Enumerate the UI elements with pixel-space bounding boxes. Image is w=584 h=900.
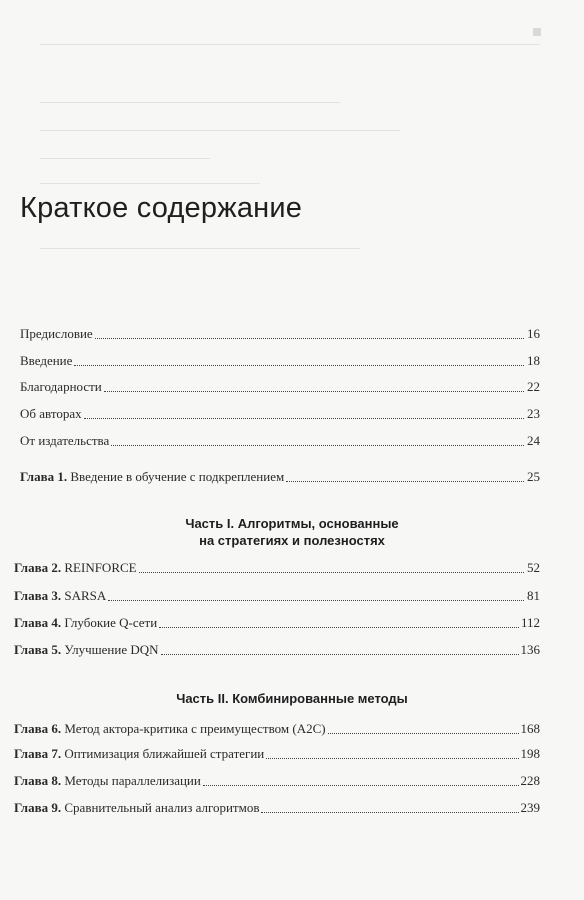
- toc-entry-label: [14, 773, 201, 789]
- toc-entry-label: [14, 746, 264, 762]
- bleed-through-rule: [40, 102, 340, 103]
- bleed-through-rule: [40, 183, 260, 184]
- toc-entry-chapter-9[interactable]: [14, 796, 540, 816]
- toc-entry-about-authors[interactable]: [20, 402, 540, 422]
- dot-leader: [261, 811, 518, 813]
- part-1-heading: [0, 515, 584, 549]
- dot-leader: [104, 390, 524, 392]
- chapter-number: Глава 8.: [14, 773, 62, 788]
- part-2-heading: Часть II. Комбинированные методы: [176, 691, 408, 706]
- bleed-through-mark: [533, 28, 541, 36]
- chapter-title: Оптимизация ближайшей стратегии: [64, 746, 265, 761]
- chapter-number: Глава 1.: [20, 469, 68, 484]
- dot-leader: [84, 417, 524, 419]
- page-title: Краткое содержание: [20, 192, 303, 224]
- toc-entry-chapter-6[interactable]: [14, 717, 540, 737]
- chapter-number: Глава 2.: [14, 560, 62, 575]
- toc-entry-page: 22: [527, 379, 540, 394]
- toc-entry-acknowledgements[interactable]: [20, 375, 540, 395]
- chapter-title: REINFORCE: [64, 560, 137, 575]
- toc-entry-preface[interactable]: [20, 322, 540, 342]
- dot-leader: [328, 732, 519, 734]
- toc-entry-page: 136: [520, 642, 540, 657]
- toc-entry-label: [14, 588, 106, 604]
- dot-leader: [266, 757, 518, 759]
- toc-entry-page: 23: [527, 406, 540, 421]
- chapter-number: Глава 7.: [14, 746, 62, 761]
- toc-entry-label: Введение: [20, 353, 73, 368]
- toc-entry-label: Об авторах: [20, 406, 82, 421]
- chapter-title: Улучшение DQN: [64, 642, 159, 657]
- toc-entry-page: 52: [527, 560, 540, 575]
- toc-entry-page: 239: [520, 800, 540, 815]
- bleed-through-rule: [40, 130, 400, 131]
- toc-entry-label: [14, 721, 326, 737]
- toc-entry-label: [14, 800, 259, 816]
- toc-entry-label: [20, 469, 284, 485]
- dot-leader: [159, 626, 519, 628]
- toc-entry-chapter-1[interactable]: [20, 465, 540, 485]
- bleed-through-rule: [40, 44, 540, 45]
- toc-entry-chapter-5[interactable]: [14, 638, 540, 658]
- toc-entry-label: [14, 615, 157, 631]
- toc-entry-from-publisher[interactable]: [20, 429, 540, 449]
- toc-entry-label: Благодарности: [20, 379, 102, 394]
- toc-entry-label: [14, 560, 137, 576]
- toc-entry-label: [14, 642, 159, 658]
- dot-leader: [161, 653, 519, 655]
- dot-leader: [74, 364, 524, 366]
- toc-entry-page: 112: [520, 615, 540, 630]
- part-1-title-line-2: на стратегиях и полезностях: [199, 533, 385, 548]
- toc-entry-page: 16: [527, 326, 540, 341]
- dot-leader: [203, 784, 519, 786]
- toc-entry-chapter-7[interactable]: [14, 742, 540, 762]
- toc-entry-label: Предисловие: [20, 326, 93, 341]
- dot-leader: [95, 337, 524, 339]
- bleed-through-rule: [40, 248, 360, 249]
- dot-leader: [286, 480, 524, 482]
- toc-entry-page: 25: [527, 469, 540, 484]
- dot-leader: [108, 599, 524, 601]
- toc-entry-page: 24: [527, 433, 540, 448]
- chapter-number: Глава 4.: [14, 615, 62, 630]
- chapter-number: Глава 6.: [14, 721, 62, 736]
- bleed-through-rule: [40, 158, 210, 159]
- chapter-title: Сравнительный анализ алгоритмов: [64, 800, 260, 815]
- toc-entry-label: От издательства: [20, 433, 110, 448]
- toc-entry-page: 228: [520, 773, 540, 788]
- dot-leader: [139, 571, 524, 573]
- toc-entry-introduction[interactable]: [20, 349, 540, 369]
- chapter-title: Введение в обучение с подкреплением: [70, 469, 285, 484]
- chapter-title: SARSA: [64, 588, 107, 603]
- toc-entry-chapter-4[interactable]: [14, 611, 540, 631]
- toc-entry-chapter-2[interactable]: [14, 556, 540, 576]
- part-1-title-line-1: Часть I. Алгоритмы, основанные: [185, 516, 399, 531]
- chapter-number: Глава 5.: [14, 642, 62, 657]
- chapter-number: Глава 3.: [14, 588, 62, 603]
- toc-entry-page: 81: [527, 588, 540, 603]
- chapter-title: Методы параллелизации: [64, 773, 201, 788]
- toc-entry-page: 198: [520, 746, 540, 761]
- chapter-number: Глава 9.: [14, 800, 62, 815]
- toc-entry-chapter-3[interactable]: [14, 584, 540, 604]
- chapter-title: Метод актора-критика с преимуществом (A2C): [64, 721, 326, 736]
- dot-leader: [111, 444, 524, 446]
- chapter-title: Глубокие Q-сети: [64, 615, 158, 630]
- toc-entry-page: 18: [527, 353, 540, 368]
- toc-entry-page: 168: [520, 721, 540, 736]
- toc-entry-chapter-8[interactable]: [14, 769, 540, 789]
